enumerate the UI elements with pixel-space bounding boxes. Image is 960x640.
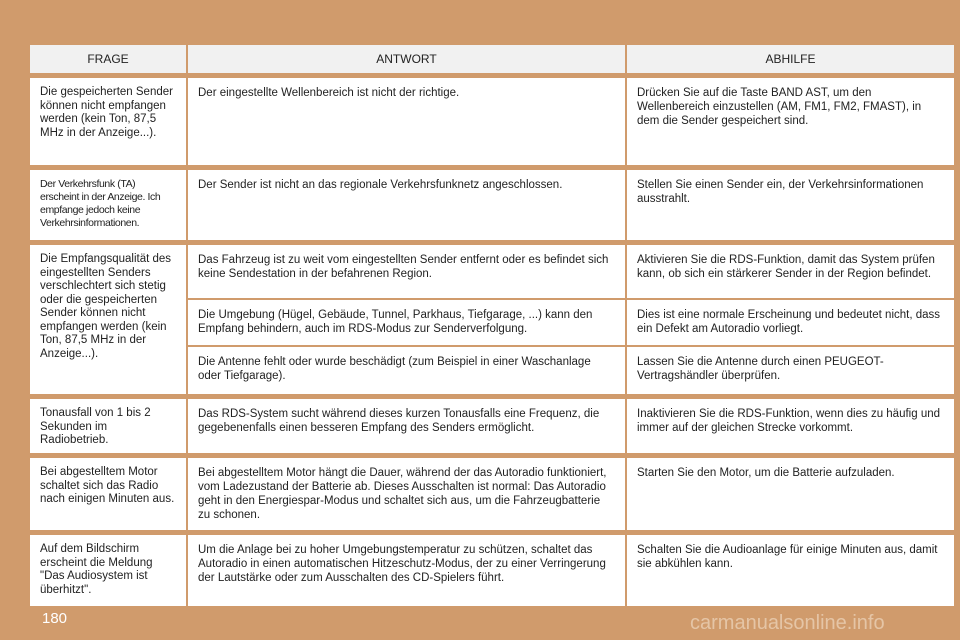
answer-cell: Das RDS-System sucht während dieses kurzen Tonausfalls eine Frequenz, die gegebenenfalls einen besseren Empfang des Senders ermöglicht. [188, 399, 625, 453]
remedy-cell: Dies ist eine normale Erscheinung und bedeutet nicht, dass ein Defekt am Autoradio vorliegt. [627, 300, 954, 345]
answer-cell: Die Umgebung (Hügel, Gebäude, Tunnel, Parkhaus, Tiefgarage, ...) kann den Empfang behindern, auch im RDS-Modus zur Senderverfolgung. [188, 300, 625, 345]
remedy-cell: Schalten Sie die Audioanlage für einige Minuten aus, damit sie abkühlen kann. [627, 535, 954, 606]
watermark: carmanualsonline.info [690, 612, 885, 634]
answer-cell: Der eingestellte Wellenbereich ist nicht der richtige. [188, 78, 625, 165]
table-row-group [30, 535, 956, 606]
remedy-cell: Aktivieren Sie die RDS-Funktion, damit das System prüfen kann, ob sich ein stärkerer Sender in der Region befindet. [627, 245, 954, 298]
remedy-cell: Inaktivieren Sie die RDS-Funktion, wenn dies zu häufig und immer auf der gleichen Strecke vorkommt. [627, 399, 954, 453]
question-cell: Bei abgestelltem Motor schaltet sich das Radio nach einigen Minuten aus. [30, 458, 186, 530]
troubleshooting-table [30, 45, 956, 611]
header-antwort: ANTWORT [188, 45, 625, 73]
remedy-cell: Lassen Sie die Antenne durch einen PEUGEOT-Vertragshändler überprüfen. [627, 347, 954, 394]
page-number: 180 [42, 610, 68, 627]
question-cell: Die gespeicherten Sender können nicht empfangen werden (kein Ton, 87,5 MHz in der Anzeige...). [30, 78, 186, 165]
answer-cell: Um die Anlage bei zu hoher Umgebungstemperatur zu schützen, schaltet das Autoradio in einen automatischen Hitzeschutz-Modus, der zu einer Verringerung der Lautstärke oder zum Ausschalten des CD-Spielers führt. [188, 535, 625, 606]
answer-cell: Die Antenne fehlt oder wurde beschädigt (zum Beispiel in einer Waschanlage oder Tiefgarage). [188, 347, 625, 394]
header-abhilfe: ABHILFE [627, 45, 954, 73]
remedy-cell: Drücken Sie auf die Taste BAND AST, um den Wellenbereich einzustellen (AM, FM1, FM2, FMAST), in dem die Sender gespeichert sind. [627, 78, 954, 165]
table-row-group [30, 245, 956, 394]
table-row-group [30, 78, 956, 165]
question-cell: Tonausfall von 1 bis 2 Sekunden im Radiobetrieb. [30, 399, 186, 453]
answer-cell: Bei abgestelltem Motor hängt die Dauer, während der das Autoradio funktioniert, vom Ladezustand der Batterie ab. Dieses Ausschalten ist normal: Das Autoradio geht in den Energiespar-Modus und schaltet sich aus, um die Fahrzeugbatterie zu schonen. [188, 458, 625, 530]
remedy-cell: Starten Sie den Motor, um die Batterie aufzuladen. [627, 458, 954, 530]
question-cell: Auf dem Bildschirm erscheint die Meldung "Das Audiosystem ist überhitzt". [30, 535, 186, 606]
question-cell: Der Verkehrsfunk (TA) erscheint in der Anzeige. Ich empfange jedoch keine Verkehrsinformationen. [30, 170, 186, 240]
table-row-group [30, 170, 956, 240]
answer-cell: Das Fahrzeug ist zu weit vom eingestellten Sender entfernt oder es befindet sich keine Sendestation in der befahrenen Region. [188, 245, 625, 298]
header-frage: FRAGE [30, 45, 186, 73]
answer-cell: Der Sender ist nicht an das regionale Verkehrsfunknetz angeschlossen. [188, 170, 625, 240]
question-cell: Die Empfangsqualität des eingestellten Senders verschlechtert sich stetig oder die gespeicherten Sender können nicht empfangen werden (kein Ton, 87,5 MHz in der Anzeige...). [30, 245, 186, 394]
remedy-cell: Stellen Sie einen Sender ein, der Verkehrsinformationen ausstrahlt. [627, 170, 954, 240]
table-row-group [30, 399, 956, 453]
table-row-group [30, 458, 956, 530]
table-header [30, 45, 956, 73]
